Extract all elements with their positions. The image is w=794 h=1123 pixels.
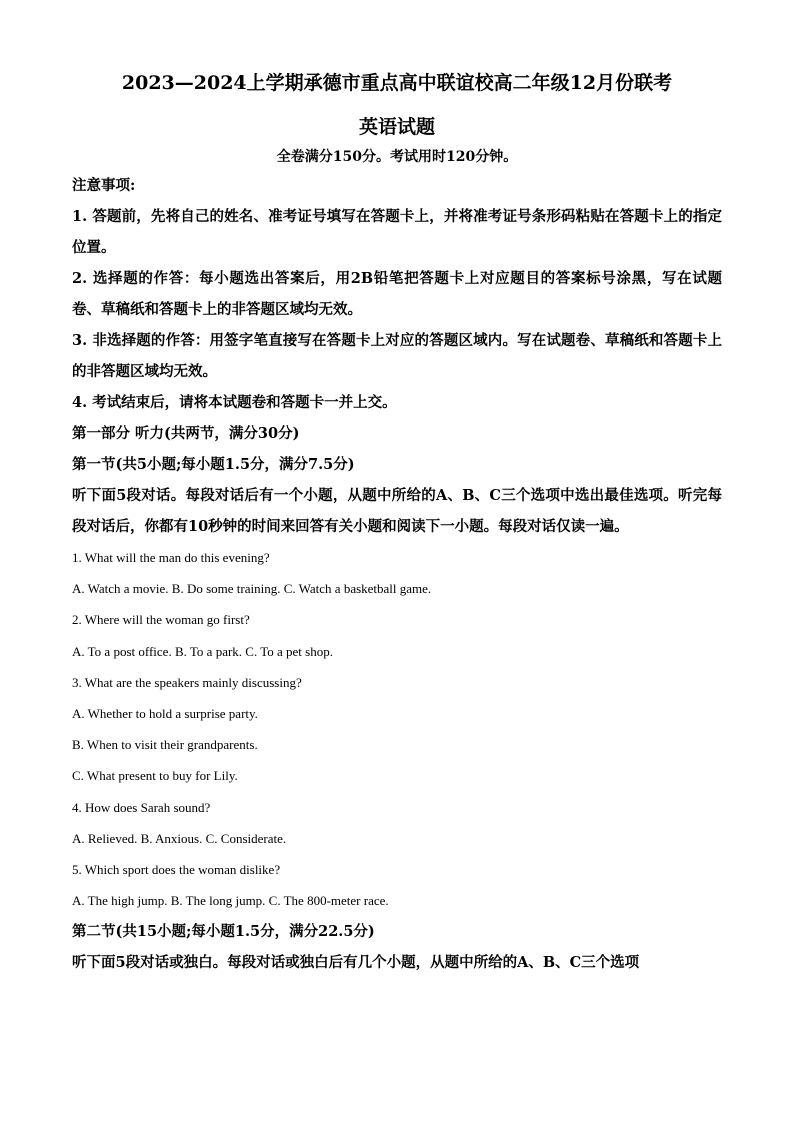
question-3-option-a: A. Whether to hold a surprise party. (72, 706, 258, 722)
exam-content (72, 60, 722, 978)
notice-item-4: 4. 考试结束后，请将本试题卷和答题卡一并上交。 (72, 394, 397, 411)
notice-item-1: 1. 答题前，先将自己的姓名、准考证号填写在答题卡上，并将准考证号条形码粘贴在答题卡上的指定位置。 (72, 208, 722, 256)
question-1: 1. What will the man do this evening? (72, 550, 270, 565)
question-2-options: A. To a post office. B. To a park. C. To a pet shop. (72, 643, 333, 659)
question-3-option-c: C. What present to buy for Lily. (72, 768, 238, 784)
section1-heading: 第一节(共5小题;每小题1.5分，满分7.5分) (72, 456, 355, 473)
exam-subtitle: 英语试题 (358, 116, 435, 138)
question-4-options: A. Relieved. B. Anxious. C. Considerate. (72, 830, 287, 846)
section2-instructions: 听下面5段对话或独白。每段对话或独白后有几个小题，从题中所给的A、B、C三个选项 (72, 954, 640, 972)
notice-item-3: 3. 非选择题的作答：用签字笔直接写在答题卡上对应的答题区域内。写在试题卷、草稿纸和答题卡上的非答题区域均无效。 (72, 332, 722, 380)
notice-heading: 注意事项: (72, 177, 136, 194)
notice-item-2: 2. 选择题的作答：每小题选出答案后，用2B铅笔把答题卡上对应题目的答案标号涂黑，写在试题卷、草稿纸和答题卡上的非答题区域均无效。 (72, 270, 722, 318)
question-2: 2. Where will the woman go first? (72, 612, 250, 628)
part1-heading: 第一部分 听力(共两节，满分30分) (72, 425, 300, 442)
question-3: 3. What are the speakers mainly discussing? (72, 674, 302, 690)
question-3-option-b: B. When to visit their grandparents. (72, 737, 258, 753)
section1-instructions: 听下面5段对话。每段对话后有一个小题，从题中所给的A、B、C三个选项中选出最佳选项。听完每段对话后，你都有10秒钟的时间来回答有关小题和阅读下一小题。每段对话仅读一遍。 (72, 487, 722, 535)
section2-heading: 第二节(共15小题;每小题1.5分，满分22.5分) (72, 923, 375, 941)
question-5: 5. Which sport does the woman dislike? (72, 862, 281, 878)
score-note: 全卷满分150分。考试用时120分钟。 (276, 149, 518, 165)
question-4: 4. How does Sarah sound? (72, 799, 211, 815)
question-1-options: A. Watch a movie. B. Do some training. C. Watch a basketball game. (72, 581, 432, 597)
question-5-options: A. The high jump. B. The long jump. C. The 800-meter race. (72, 893, 389, 909)
exam-title: 2023—2024上学期承德市重点高中联谊校高二年级12月份联考 (121, 72, 673, 94)
